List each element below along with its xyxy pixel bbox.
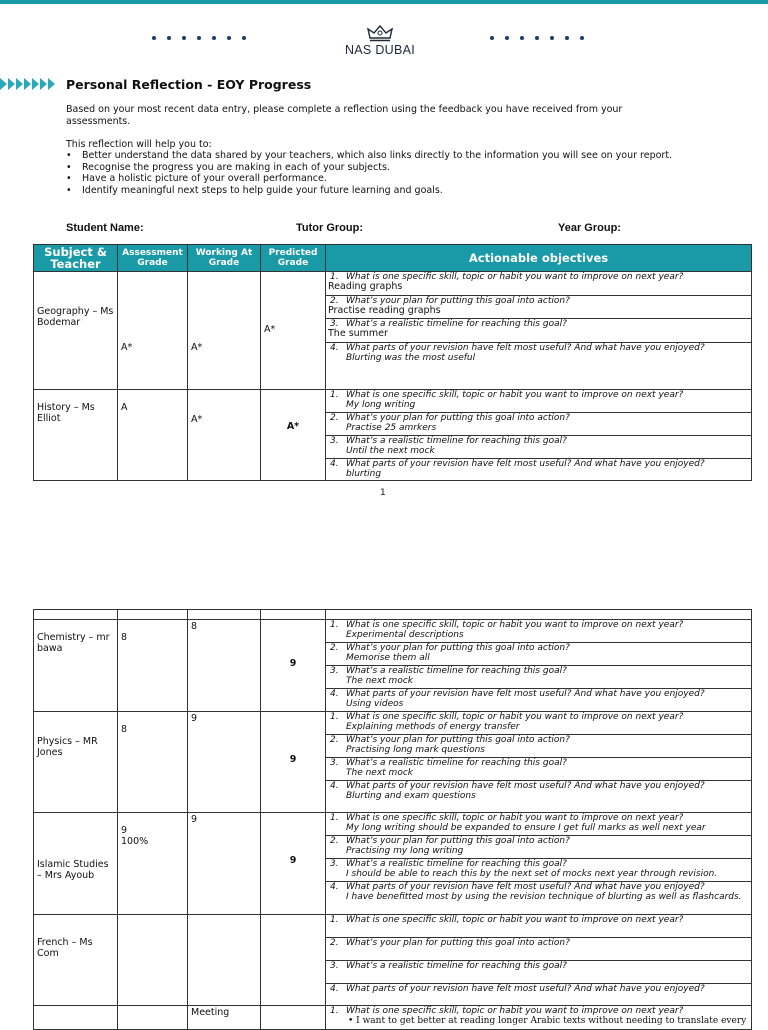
answer-field[interactable]: Practise 25 amrkers: [346, 423, 437, 434]
question-text: What parts of your revision have felt most useful? And what have you enjoyed?: [346, 343, 705, 353]
answer-field[interactable]: Practising my long writing: [346, 846, 464, 857]
benefit-item: • Better understand the data shared by your teachers, which also links directly to the information you will see on your report.: [66, 150, 686, 162]
question-text: What is one specific skill, topic or habit you want to improve on next year?: [346, 272, 684, 282]
question-text: What parts of your revision have felt most useful? And what have you enjoyed?: [346, 689, 705, 699]
answer-field[interactable]: Reading graphs: [328, 281, 403, 293]
school-logo: [340, 24, 420, 57]
answer-field[interactable]: Experimental descriptions: [346, 630, 464, 641]
question-text: What is one specific skill, topic or habit you want to improve on next year?: [346, 1006, 684, 1016]
question-text: What’s a realistic timeline for reaching this goal?: [346, 859, 567, 869]
table-row: [34, 620, 752, 712]
objectives-cell: 1. What is one specific skill, topic or habit you want to improve on next year? Experimental descriptions 2. What’s your plan for putting this goal into action? Memorise them all 3. What’s a realistic timeline for reaching this goal? The next mock 4. What parts of your revision have felt most useful? And what have you enjoyed? Using videos: [326, 620, 752, 712]
reflection-table-page2: [33, 609, 752, 1030]
assessment-grade-cell[interactable]: [118, 813, 188, 915]
answer-field[interactable]: Practising long mark questions: [346, 745, 485, 756]
assessment-grade-cell[interactable]: 8: [118, 712, 188, 813]
working-grade-cell[interactable]: 9: [188, 712, 261, 813]
subject-cell: French – Ms Com: [34, 915, 118, 1006]
working-grade-cell[interactable]: [188, 915, 261, 1006]
subject-cell: Chemistry – mr bawa: [34, 620, 118, 712]
question-text: What parts of your revision have felt most useful? And what have you enjoyed?: [346, 781, 705, 791]
header-assessment-grade: Assessment Grade: [118, 245, 188, 272]
answer-field[interactable]: Blurting and exam questions: [346, 791, 476, 802]
answer-field[interactable]: Blurting was the most useful: [346, 353, 476, 364]
objectives-cell: 1. What is one specific skill, topic or habit you want to improve on next year? • I want to get better at reading longer Arabic texts without needing to translate every: [326, 1006, 752, 1030]
subject-cell: Physics – MR Jones: [34, 712, 118, 813]
benefit-list: [66, 150, 686, 196]
year-group-label: Year Group:: [558, 222, 621, 234]
predicted-grade-cell[interactable]: [261, 915, 326, 1006]
student-name-label: Student Name:: [66, 222, 144, 234]
answer-field[interactable]: blurting: [346, 469, 382, 480]
chevron-arrows-icon: [0, 78, 56, 90]
benefit-item: • Have a holistic picture of your overall performance.: [66, 173, 686, 185]
assessment-percentage: 100%: [121, 836, 149, 847]
question-text: What’s a realistic timeline for reaching this goal?: [346, 666, 567, 676]
table-row: [34, 390, 752, 481]
answer-field[interactable]: Explaining methods of energy transfer: [346, 722, 520, 733]
answer-field[interactable]: Memorise them all: [346, 653, 430, 664]
predicted-grade-cell[interactable]: 9: [261, 712, 326, 813]
answer-field[interactable]: I should be able to reach this by the next set of mocks next year through revision.: [346, 869, 718, 880]
predicted-grade-cell[interactable]: A*: [261, 272, 326, 390]
question-text: What parts of your revision have felt most useful? And what have you enjoyed?: [346, 984, 705, 994]
working-grade-cell[interactable]: A*: [188, 390, 261, 481]
header-dots-right: [490, 36, 584, 40]
question-text: What’s your plan for putting this goal into action?: [346, 735, 570, 745]
question-text: What parts of your revision have felt most useful? And what have you enjoyed?: [346, 459, 705, 469]
header-dots-left: [152, 36, 246, 40]
header-actionable-objectives: Actionable objectives: [326, 245, 752, 272]
reflection-table-page1: [33, 244, 752, 481]
question-text: What’s your plan for putting this goal into action?: [346, 296, 570, 306]
table-blank-row: [34, 610, 752, 620]
question-text: What’s a realistic timeline for reaching this goal?: [346, 961, 567, 971]
question-text: What’s a realistic timeline for reaching this goal?: [346, 319, 567, 329]
predicted-grade-cell[interactable]: A*: [261, 390, 326, 481]
assessment-grade-cell[interactable]: A*: [118, 272, 188, 390]
answer-field[interactable]: Using videos: [346, 699, 404, 710]
subject-cell: Geography – Ms Bodemar: [34, 272, 118, 390]
question-text: What parts of your revision have felt most useful? And what have you enjoyed?: [346, 882, 705, 892]
question-text: What’s your plan for putting this goal into action?: [346, 413, 570, 423]
benefit-item: • Recognise the progress you are making in each of your subjects.: [66, 162, 686, 174]
predicted-grade-cell[interactable]: 9: [261, 620, 326, 712]
header-working-at-grade: Working At Grade: [188, 245, 261, 272]
predicted-grade-cell[interactable]: [261, 1006, 326, 1030]
question-text: What’s your plan for putting this goal into action?: [346, 938, 570, 948]
assessment-grade-cell[interactable]: A: [118, 390, 188, 481]
question-text: What’s your plan for putting this goal into action?: [346, 836, 570, 846]
help-lead-text: This reflection will help you to:: [66, 139, 212, 150]
working-grade-cell[interactable]: A*: [188, 272, 261, 390]
question-text: What is one specific skill, topic or habit you want to improve on next year?: [346, 712, 684, 722]
subject-cell: Islamic Studies – Mrs Ayoub: [34, 813, 118, 915]
page-title: Personal Reflection - EOY Progress: [66, 77, 312, 92]
answer-field[interactable]: The next mock: [346, 676, 413, 687]
objectives-cell: 1. What is one specific skill, topic or habit you want to improve on next year? Explaining methods of energy transfer 2. What’s your plan for putting this goal into action? Practising long mark questions 3. What’s a realistic timeline for reaching this goal? The next mock 4. What parts of your revision have felt most useful? And what have you enjoyed? Blurting and exam questions: [326, 712, 752, 813]
objectives-cell: 1. What is one specific skill, topic or habit you want to improve on next year? Reading graphs 2. What’s your plan for putting this goal into action? Practise reading graphs 3. What’s a realistic timeline for reaching this goal? The summer 4. What parts of your revision have felt most useful? And what have you enjoyed? Blurting was the most useful: [326, 272, 752, 390]
assessment-grade-value: 9: [121, 825, 128, 836]
objectives-cell: 1. What is one specific skill, topic or habit you want to improve on next year? 2. What’s your plan for putting this goal into action? 3. What’s a realistic timeline for reaching this goal? 4. What parts of your revision have felt most useful? And what have you enjoyed?: [326, 915, 752, 1006]
answer-field[interactable]: My long writing should be expanded to ensure I get full marks as well next year: [346, 823, 706, 834]
subject-cell: [34, 1006, 118, 1030]
answer-field[interactable]: I have benefitted most by using the revision technique of blurting as well as flashcards.: [346, 892, 742, 903]
header-predicted-grade: Predicted Grade: [261, 245, 326, 272]
question-text: What is one specific skill, topic or habit you want to improve on next year?: [346, 915, 684, 925]
header-subject-teacher: Subject & Teacher: [34, 245, 118, 272]
intro-text: Based on your most recent data entry, please complete a reflection using the feedback you have received from your assessments.: [66, 104, 623, 127]
benefit-item: • Identify meaningful next steps to help guide your future learning and goals.: [66, 185, 686, 197]
page-number: 1: [380, 488, 386, 498]
answer-field[interactable]: The next mock: [346, 768, 413, 779]
table-row: [34, 915, 752, 1006]
predicted-grade-cell[interactable]: 9: [261, 813, 326, 915]
question-text: What is one specific skill, topic or habit you want to improve on next year?: [346, 390, 684, 400]
assessment-grade-cell[interactable]: [118, 1006, 188, 1030]
working-grade-cell[interactable]: 9: [188, 813, 261, 915]
table-row: [34, 813, 752, 915]
assessment-grade-cell[interactable]: 8: [118, 620, 188, 712]
question-text: What is one specific skill, topic or habit you want to improve on next year?: [346, 620, 684, 630]
answer-field[interactable]: Until the next mock: [346, 446, 435, 457]
table-header-row: [34, 245, 752, 272]
answer-field[interactable]: • I want to get better at reading longer Arabic texts without needing to translate every: [348, 1016, 747, 1027]
logo-text: NAS DUBAI: [344, 43, 416, 57]
crown-icon: [367, 24, 393, 42]
question-text: What is one specific skill, topic or habit you want to improve on next year?: [346, 813, 684, 823]
top-accent-bar: [0, 0, 768, 4]
answer-field[interactable]: The summer: [328, 328, 388, 340]
question-text: What’s a realistic timeline for reaching this goal?: [346, 436, 567, 446]
table-row: [34, 712, 752, 813]
objectives-cell: 1. What is one specific skill, topic or habit you want to improve on next year? My long writing should be expanded to ensure I get full marks as well next year 2. What’s your plan for putting this goal into action? Practising my long writing 3. What’s a realistic timeline for reaching this goal? I should be able to reach this by the next set of mocks next year through revision. 4. What parts of your revision have felt most useful? And what have you enjoyed? I have benefitted most by using the revision technique of blurting as well as flashcards.: [326, 813, 752, 915]
question-text: What’s a realistic timeline for reaching this goal?: [346, 758, 567, 768]
subject-cell: History – Ms Elliot: [34, 390, 118, 481]
working-grade-cell[interactable]: Meeting: [188, 1006, 261, 1030]
table-row: [34, 272, 752, 390]
answer-field[interactable]: My long writing: [346, 400, 416, 411]
question-text: What’s your plan for putting this goal into action?: [346, 643, 570, 653]
working-grade-cell[interactable]: 8: [188, 620, 261, 712]
assessment-grade-cell[interactable]: [118, 915, 188, 1006]
objectives-cell: 1. What is one specific skill, topic or habit you want to improve on next year? My long writing 2. What’s your plan for putting this goal into action? Practise 25 amrkers 3. What’s a realistic timeline for reaching this goal? Until the next mock 4. What parts of your revision have felt most useful? And what have you enjoyed? blurting: [326, 390, 752, 481]
tutor-group-label: Tutor Group:: [296, 222, 363, 234]
answer-field[interactable]: Practise reading graphs: [328, 305, 441, 317]
table-row: [34, 1006, 752, 1030]
